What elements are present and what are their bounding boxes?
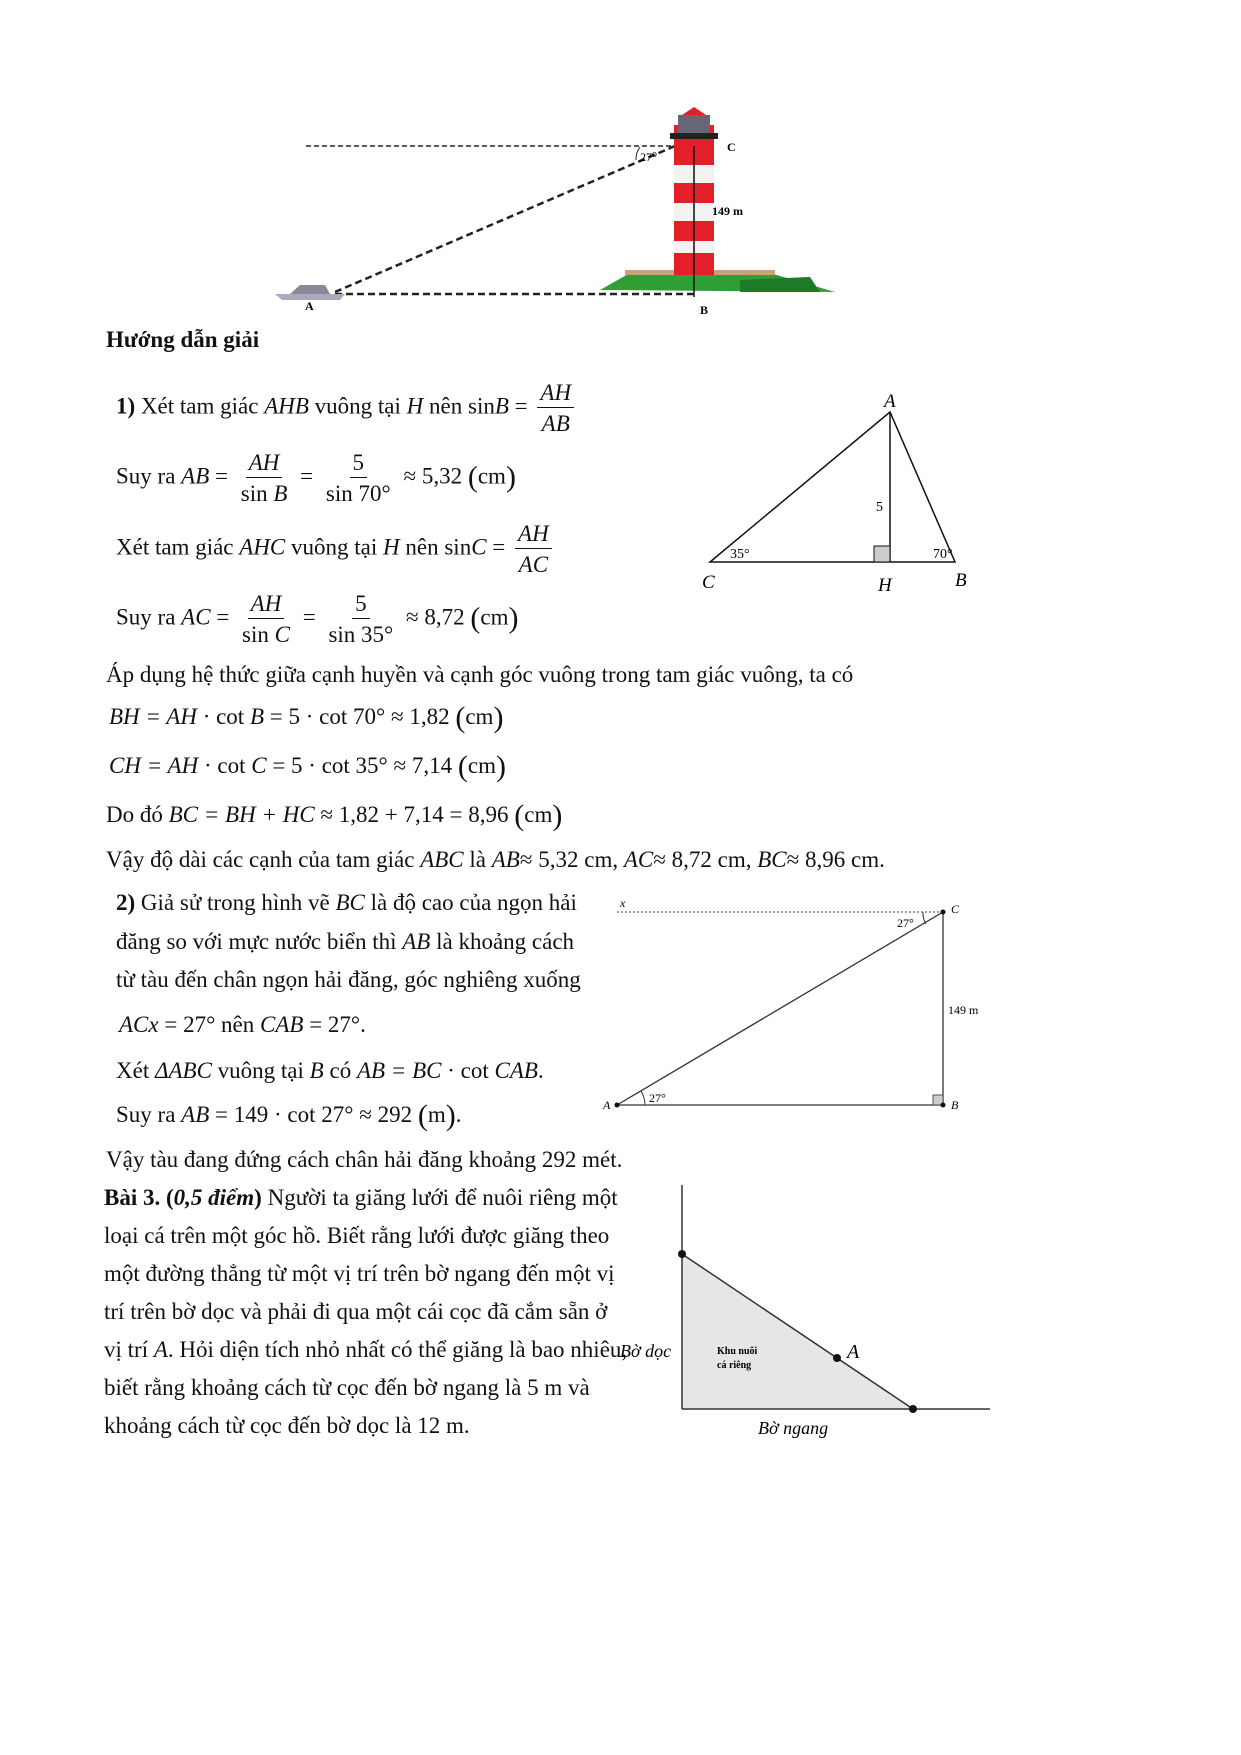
part1-line3: Xét tam giác AHC vuông tại H nên sinC = $\frac{AH}{AC}$ [116, 522, 556, 576]
lighthouse-figure [270, 105, 850, 350]
bai3-line1: Bài 3. (0,5 điểm) Người ta giăng lưới để nuôi riêng một [104, 1185, 618, 1210]
part1-conclusion: Vậy độ dài các cạnh của tam giác ABC là AB≈ 5,32 cm, AC≈ 8,72 cm, BC≈ 8,96 cm. [106, 847, 885, 872]
svg-text:27°: 27° [897, 916, 914, 930]
bai3-line7: khoảng cách từ cọc đến bờ dọc là 12 m. [104, 1413, 470, 1438]
svg-text:B: B [955, 570, 967, 591]
svg-text:B: B [951, 1098, 959, 1112]
part2-line2: đăng so với mực nước biển thì AB là khoảng cách [116, 929, 575, 954]
side-ac [617, 912, 943, 1105]
bai3-line5: vị trí A. Hỏi diện tích nhỏ nhất có thể giăng là bao nhiêu, [104, 1337, 628, 1362]
depression-angle-figure [595, 895, 995, 1125]
part2-conclusion: Vậy tàu đang đứng cách chân hải đăng khoảng 292 mét. [106, 1147, 623, 1172]
svg-text:A: A [603, 1098, 611, 1112]
svg-text:A: A [884, 391, 896, 412]
part2-line3: từ tàu đến chân ngọn hải đăng, góc nghiêng xuống [116, 967, 581, 992]
right-angle-mark [874, 546, 890, 562]
svg-text:27°: 27° [649, 1091, 666, 1105]
svg-text:Khu nuôi: Khu nuôi [717, 1346, 758, 1357]
svg-text:C: C [951, 902, 960, 916]
part1-line4: Suy ra AC = $\frac{AH}{\text{sin C}}$ = $\frac{5}{\sin 35^\circ}$ ≈ 8,72 (cm) [116, 591, 519, 647]
svg-text:C: C [702, 572, 715, 593]
svg-text:149 m: 149 m [948, 1003, 979, 1017]
svg-text:Bờ ngang: Bờ ngang [758, 1418, 829, 1438]
point-a-label: A [305, 299, 314, 313]
apply-text: Áp dụng hệ thức giữa cạnh huyền và cạnh góc vuông trong tam giác vuông, ta có [106, 662, 854, 687]
bai3-line2: loại cá trên một góc hồ. Biết rằng lưới được giăng theo [104, 1223, 610, 1248]
sight-line [335, 146, 675, 292]
triangle-ahb-figure [690, 385, 990, 600]
svg-text:H: H [878, 575, 892, 596]
bc-formula: Do đó BC = BH + HC ≈ 1,82 + 7,14 = 8,96 (cm) [106, 799, 563, 832]
svg-text:x: x [620, 896, 626, 910]
height-label: 149 m [712, 204, 743, 218]
svg-text:A: A [847, 1341, 860, 1363]
svg-text:cá riêng: cá riêng [717, 1360, 752, 1371]
bh-formula: BH = AH · cot B = 5 · cot 70° ≈ 1,82 (cm) [109, 701, 504, 734]
part2-line6: Suy ra AB = 149 · cot 27° ≈ 292 (m). [116, 1099, 462, 1132]
svg-text:Bờ dọc: Bờ dọc [620, 1341, 672, 1361]
triangle-abc [710, 412, 955, 562]
ch-formula: CH = AH · cot C = 5 · cot 35° ≈ 7,14 (cm) [109, 750, 506, 783]
bai3-line6: biết rằng khoảng cách từ cọc đến bờ ngang là 5 m và [104, 1375, 590, 1400]
part1-line1: 1) Xét tam giác AHB vuông tại H nên sinB = $\frac{AH}{AB}$ [116, 381, 578, 435]
part2-line1: 2) Giả sử trong hình vẽ BC là độ cao của ngọn hải [116, 890, 577, 915]
fraction: $\frac{AH}{AB}$ [537, 381, 574, 435]
svg-text:35°: 35° [730, 547, 750, 562]
svg-text:70°: 70° [933, 547, 953, 562]
part2-line4: ACx = 27° nên CAB = 27°. [119, 1012, 366, 1037]
part2-line5: Xét ΔABC vuông tại B có AB = BC · cot CAB. [116, 1058, 544, 1083]
part1-line2: Suy ra AB = $\frac{AH}{\text{sin B}}$ = $\frac{5}{\sin 70^\circ}$ ≈ 5,32 (cm) [116, 450, 516, 506]
point-b-label: B [700, 303, 709, 317]
bai3-line4: trí trên bờ dọc và phải đi qua một cái cọc đã cắm sẵn ở [104, 1299, 608, 1324]
point-c-label: C [727, 140, 736, 154]
bai3-line3: một đường thẳng từ một vị trí trên bờ ngang đến một vị [104, 1261, 615, 1286]
svg-text:5: 5 [876, 500, 883, 515]
solution-heading: Hướng dẫn giải [106, 327, 260, 352]
fish-net-figure [615, 1180, 1000, 1445]
angle-label: 27⁰ [640, 150, 657, 164]
stake-a [833, 1354, 841, 1362]
